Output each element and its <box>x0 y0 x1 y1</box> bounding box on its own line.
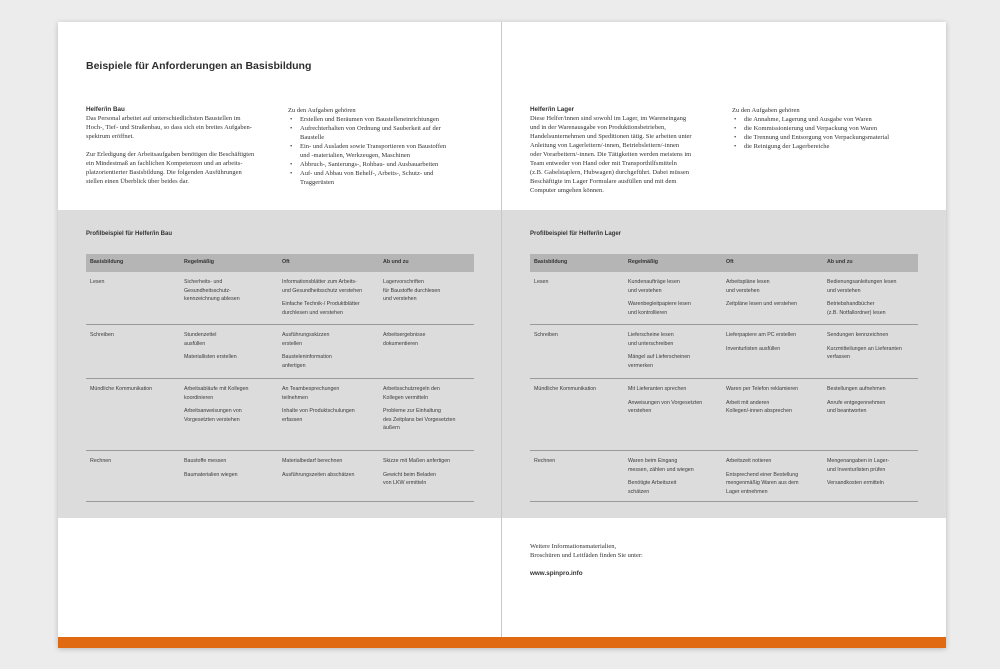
row-label: Mündliche Kommunikation <box>534 386 597 392</box>
cell-item: Arbeitsabläufe mit Kollegen koordinieren <box>184 386 249 401</box>
cell-ab-und-zu <box>827 278 897 322</box>
task-item: • die Annahme, Lagerung und Ausgabe von Waren <box>732 115 932 124</box>
cell-item: An Teambesprechungen teilnehmen <box>282 386 340 401</box>
more-info-text: Weitere Informationsmaterialien, Broschüren und Leitfäden finden Sie unter: <box>530 543 643 559</box>
cell-item: Arbeitsanweisungen von Vorgesetzten verstehen <box>184 408 242 423</box>
cell-item: Kurzmitteilungen an Lieferanten verfassen <box>827 345 902 360</box>
cell-regelmaessig <box>628 457 694 501</box>
table-row <box>86 379 474 451</box>
task-item: • die Kommissionierung und Verpackung von Waren <box>732 124 932 133</box>
tasks-bau-heading: Zu den Aufgaben gehören <box>288 107 356 114</box>
intro-bau <box>86 114 286 195</box>
row-label: Rechnen <box>534 458 556 464</box>
tasks-lager-list <box>732 115 932 151</box>
cell-ab-und-zu <box>827 331 902 367</box>
tasks-bau-list <box>288 115 488 187</box>
task-item: • die Trennung und Entsorgung von Verpackungsmaterial <box>732 133 932 142</box>
cell-oft <box>282 457 354 484</box>
intro-lager <box>530 114 730 204</box>
profile-table-lager <box>530 254 918 502</box>
cell-item: Warenbegleitpapiere lesen und kontrollieren <box>628 301 691 316</box>
table-row <box>530 379 918 451</box>
cell-regelmaessig <box>628 278 691 322</box>
cell-item: Lagervorschriften für Baustoffe durchlesen und verstehen <box>383 279 441 302</box>
cell-item: Inventurlisten ausfüllen <box>726 345 781 352</box>
cell-ab-und-zu <box>827 385 886 421</box>
table-header-row <box>86 254 474 272</box>
cell-item: Ausführungszeiten abschätzen <box>282 471 355 478</box>
cell-ab-und-zu <box>383 385 455 438</box>
cell-ab-und-zu <box>827 457 889 493</box>
cell-item: Mengenangaben in Lager- und Inventurlisten prüfen <box>827 458 890 473</box>
page-title: Beispiele für Anforderungen an Basisbildung <box>86 60 312 72</box>
row-label: Lesen <box>90 279 105 285</box>
cell-oft <box>726 331 796 358</box>
cell-oft <box>726 385 798 421</box>
cell-item: Zeitpläne lesen und verstehen <box>726 301 797 307</box>
tasks-lager <box>732 106 932 151</box>
cell-oft <box>726 457 799 501</box>
row-label: Schreiben <box>534 332 558 338</box>
cell-regelmaessig <box>628 331 690 375</box>
row-label: Mündliche Kommunikation <box>90 386 153 392</box>
task-item: • Erstellen und Beräumen von Baustelleneinrichtungen <box>288 115 488 124</box>
profile-table-bau <box>86 254 474 502</box>
task-item: • Aufrechterhalten von Ordnung und Sauberkeit auf der Baustelle <box>288 124 488 142</box>
cell-item: Ausführungsskizzen erstellen <box>282 332 330 347</box>
cell-item: Probleme zur Einhaltung des Zeitplans bei Vorgesetzten äußern <box>383 408 456 431</box>
tasks-lager-heading: Zu den Aufgaben gehören <box>732 107 800 114</box>
cell-item: Einfache Technik-/ Produktblätter durchlesen und verstehen <box>282 301 360 316</box>
column-header: Oft <box>726 259 734 265</box>
task-item: • Auf- und Abbau von Behelf-, Arbeits-, Schutz- und Traggerüsten <box>288 169 488 187</box>
cell-oft <box>282 278 362 322</box>
cell-item: Kundenaufträge lesen und verstehen <box>628 279 680 294</box>
cell-item: Waren beim Eingang messen, zählen und wiegen <box>628 458 694 473</box>
cell-item: Lieferscheine lesen und unterschreiben <box>628 332 674 347</box>
table-row <box>530 272 918 325</box>
cell-item: Sendungen kennzeichnen <box>827 332 889 338</box>
cell-item: Anrufe entgegennehmen und beantworten <box>827 399 886 414</box>
cell-regelmaessig <box>184 457 238 484</box>
cell-oft <box>282 385 355 429</box>
task-item: • die Reinigung der Lagerbereiche <box>732 142 932 151</box>
row-label: Lesen <box>534 279 549 285</box>
cell-item: Mit Lieferanten sprechen <box>628 386 687 392</box>
cell-item: Arbeitszeit notieren <box>726 458 772 464</box>
cell-ab-und-zu <box>383 331 425 353</box>
cell-ab-und-zu <box>383 278 440 309</box>
cell-item: Gewicht beim Beladen von LKW ermitteln <box>383 471 436 486</box>
cell-item: Lieferpapiere am PC erstellen <box>726 332 797 338</box>
cell-item: Entsprechend einer Bestellung mengenmäßig Waren aus dem Lager entnehmen <box>726 471 799 495</box>
table-row <box>86 451 474 502</box>
profile-title-bau: Profilbeispiel für Helfer/in Bau <box>86 231 173 237</box>
cell-item: Arbeitsschutzregeln den Kollegen vermitteln <box>383 386 440 401</box>
cell-regelmaessig <box>184 331 237 367</box>
cell-item: Arbeitspläne lesen und verstehen <box>726 279 770 294</box>
cell-item: Informationsblätter zum Arbeits- und Gesundheitsschutz verstehen <box>282 279 363 294</box>
table-row <box>530 451 918 502</box>
column-header: Regelmäßig <box>184 259 215 265</box>
cell-item: Stundenzettel ausfüllen <box>184 332 217 347</box>
profile-title-lager: Profilbeispiel für Helfer/in Lager <box>530 231 622 237</box>
table-row <box>86 325 474 379</box>
cell-item: Bedienungsanleitungen lesen und verstehen <box>827 279 897 294</box>
row-label: Schreiben <box>90 332 114 338</box>
cell-regelmaessig <box>628 385 702 421</box>
cell-oft <box>726 278 797 314</box>
section-heading-bau: Helfer/in Bau <box>86 106 125 113</box>
section-heading-lager: Helfer/in Lager <box>530 106 575 113</box>
accent-bar <box>58 637 946 648</box>
cell-regelmaessig <box>184 385 248 429</box>
task-item: • Abbruch-, Sanierungs-, Rohbau- und Ausbauarbeiten <box>288 160 488 169</box>
spinpro-link[interactable]: www.spinpro.info <box>530 570 583 577</box>
cell-item: Materiallisten erstellen <box>184 354 237 360</box>
cell-item: Baustoffe messen <box>184 458 227 464</box>
cell-item: Bausteleninformation anfertigen <box>282 354 332 369</box>
column-header: Ab und zu <box>827 259 853 265</box>
cell-item: Bestellungen aufnehmen <box>827 386 886 392</box>
cell-item: Inhalte von Produktschulungen erfassen <box>282 408 355 423</box>
intro-bau-paragraph-2: Zur Erledigung der Arbeitsaufgaben benötigen die Beschäftigten ein Mindestmaß an fachlichen Kompetenzen und an arbeits- platzorientierter Basisbildung. Die folgenden Ausführungen stellen einen Überblick über beides dar. <box>86 151 255 185</box>
cell-item: Arbeit mit anderen Kollegen/-innen absprechen <box>726 399 792 414</box>
table-header-row <box>530 254 918 272</box>
tasks-bau <box>288 106 488 187</box>
column-header: Basisbildung <box>90 259 124 265</box>
table-row <box>86 272 474 325</box>
cell-ab-und-zu <box>383 457 450 493</box>
cell-item: Skizze mit Maßen anfertigen <box>383 458 451 464</box>
task-item: • Ein- und Ausladen sowie Transportieren von Baustoffen und -materialien, Werkzeugen, Maschinen <box>288 142 488 160</box>
column-header: Ab und zu <box>383 259 409 265</box>
table-row <box>530 325 918 379</box>
brochure-spread <box>58 22 946 648</box>
cell-item: Betriebshandbücher (z.B. Notfallordner) lesen <box>827 301 886 316</box>
cell-item: Anweisungen von Vorgesetzten verstehen <box>628 399 703 414</box>
cell-item: Sicherheits- und Gesundheitsschutz- kennzeichnung ablesen <box>184 279 240 302</box>
cell-item: Waren per Telefon reklamieren <box>726 386 799 392</box>
intro-lager-paragraph: Diese Helfer/innen sind sowohl im Lager, im Wareneingang und in der Warenausgabe von Produktionsbetrieben, Handelsunternehmen und Speditionen tätig. Sie arbeiten unter Anleitung von Lagerleitern/-innen, Betriebsleitern/-innen oder Vorarbeitern/-innen. Die Tätigkeiten werden meistens im Team entweder von Hand oder mit Transporthilfsmitteln (z.B. Gabelstaplern, Hubwagen) durchgeführt. Dabei müssen Beschäftigte im Lager Formulare ausfüllen und mit dem Computer umgehen können. <box>530 115 692 194</box>
cell-oft <box>282 331 332 375</box>
intro-bau-paragraph-1: Das Personal arbeitet auf unterschiedlichsten Baustellen im Hoch-, Tief- und Straßenbau, so dass sich ein breites Aufgaben- spektrum eröffnet. <box>86 115 252 140</box>
cell-item: Materialbedarf berechnen <box>282 458 343 464</box>
cell-item: Benötigte Arbeitszeit schätzen <box>628 480 677 495</box>
row-label: Rechnen <box>90 458 112 464</box>
cell-item: Versandkosten ermitteln <box>827 480 884 486</box>
column-header: Basisbildung <box>534 259 568 265</box>
cell-item: Baumaterialien wiegen <box>184 471 238 478</box>
cell-regelmaessig <box>184 278 240 309</box>
cell-item: Arbeitsergebnisse dokumentieren <box>383 332 426 347</box>
page-fold <box>501 22 502 648</box>
cell-item: Mängel auf Lieferscheinen vermerken <box>628 354 691 369</box>
column-header: Regelmäßig <box>628 259 659 265</box>
column-header: Oft <box>282 259 290 265</box>
